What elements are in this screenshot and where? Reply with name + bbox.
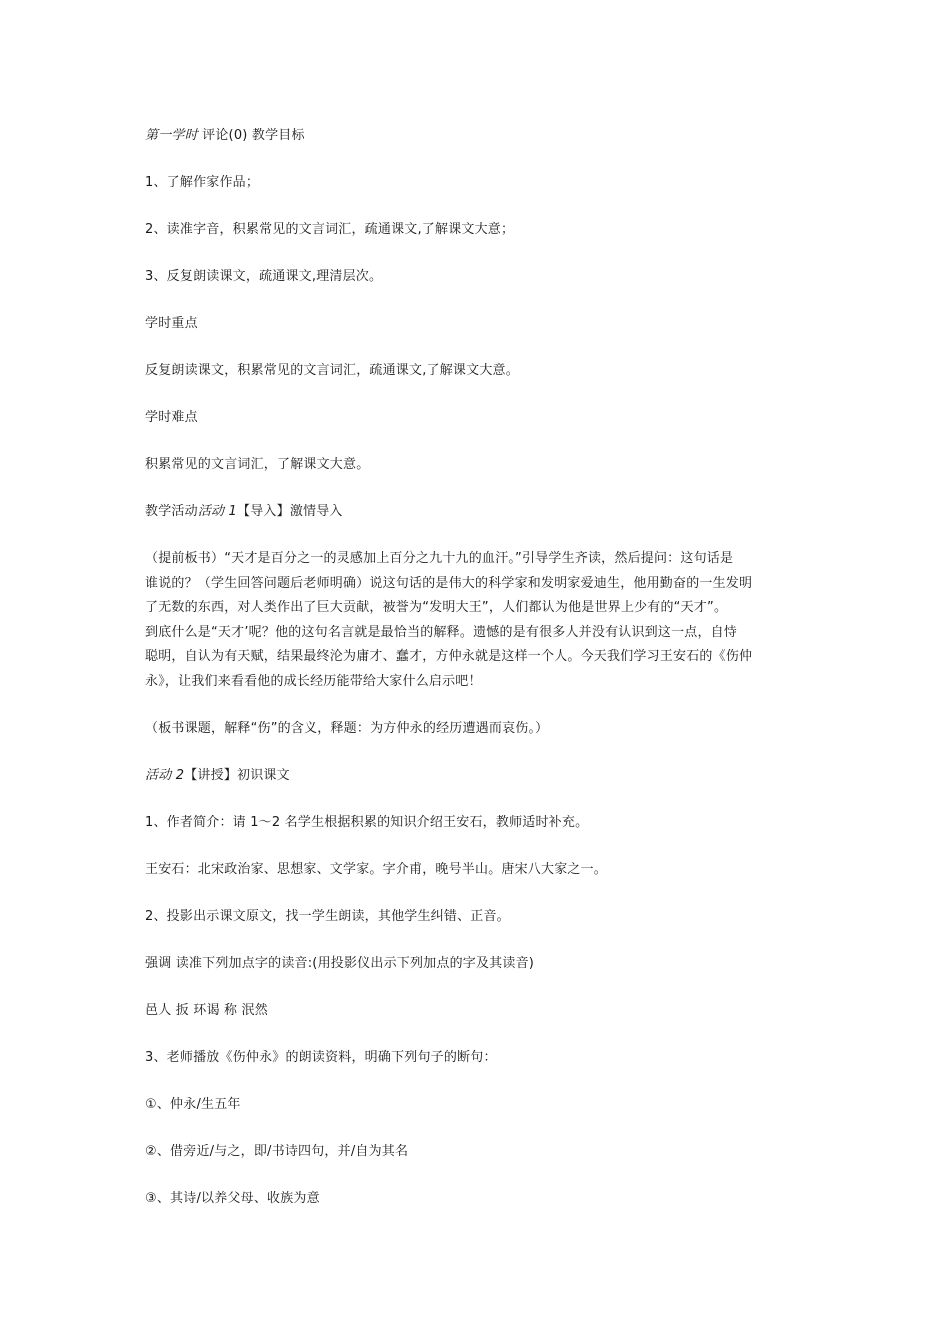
goal-3: 3、反复朗读课文，疏通课文,理清层次。 [145, 269, 383, 284]
activity-1-heading [145, 500, 810, 524]
intro-paragraph [145, 547, 810, 694]
section-heading [145, 124, 810, 148]
key-points-text: 反复朗读课文，积累常见的文言词汇，疏通课文,了解课文大意。 [145, 363, 519, 378]
heading-italic: 第一学时 [145, 128, 198, 143]
activity-1-prefix: 教学活动 [145, 504, 198, 519]
intro-line: 了无数的东西，对人类作出了巨大贡献，被誉为“发明大王”，人们都认为他是世界上少有的“天才”。 [145, 600, 728, 615]
sentence-1: ①、仲永/生五年 [145, 1097, 241, 1112]
activity-2-italic: 活动 2 [145, 768, 185, 783]
activity-2-rest: 【讲授】初识课文 [184, 768, 290, 783]
goal-2: 2、读准字音，积累常见的文言词汇，疏通课文,了解课文大意； [145, 222, 515, 237]
sentence-2: ②、借旁近/与之，即/书诗四句，并/自为其名 [145, 1144, 409, 1159]
document-page [145, 124, 810, 1234]
intro-line: 到底什么是“天才’呢？他的这句名言就是最恰当的解释。遗憾的是有很多人并没有认识到这一点，自恃 [145, 624, 738, 640]
intro-line: 聪明，自认为有天赋，结果最终沦为庸才、蠢才，方仲永就是这样一个人。今天我们学习王安石的《伤仲 [145, 649, 753, 664]
word-list: 邑人 扳 环谒 称 泯然 [145, 1003, 268, 1018]
step-3: 3、老师播放《伤仲永》的朗读资料，明确下列句子的断句： [145, 1050, 497, 1065]
difficulty-title: 学时难点 [145, 410, 198, 425]
intro-line: （提前板书）“天才是百分之一的灵感加上百分之九十九的血汗。”引导学生齐读，然后提问：这句话是 [145, 551, 734, 566]
step-2: 2、投影出示课文原文，找一学生朗读，其他学生纠错、正音。 [145, 909, 510, 924]
intro-line: 谁说的？（学生回答问题后老师明确）说这句话的是伟大的科学家和发明家爱迪生，他用勤奋的一生发明 [145, 575, 753, 591]
activity-1-rest: 【导入】激情导入 [237, 504, 343, 519]
heading-rest: 评论(0) 教学目标 [197, 128, 305, 143]
step-1: 1、作者简介：请 1～2 名学生根据积累的知识介绍王安石，教师适时补充。 [145, 815, 589, 830]
intro-line: 永》，让我们来看看他的成长经历能带给大家什么启示吧！ [145, 673, 482, 689]
difficulty-text: 积累常见的文言词汇，了解课文大意。 [145, 457, 370, 472]
board-note: （板书课题，解释“伤”的含义，释题：为方仲永的经历遭遇而哀伤。） [145, 721, 549, 736]
activity-2-heading [145, 764, 810, 788]
goal-1: 1、了解作家作品； [145, 175, 260, 190]
author-intro: 王安石：北宋政治家、思想家、文学家。字介甫，晚号半山。唐宋八大家之一。 [145, 862, 608, 877]
pronunciation-emphasis: 强调 读准下列加点字的读音:(用投影仪出示下列加点的字及其读音) [145, 956, 535, 971]
sentence-3: ③、其诗/以养父母、收族为意 [145, 1191, 320, 1206]
key-points-title: 学时重点 [145, 316, 198, 331]
activity-1-italic: 活动 1 [197, 504, 238, 519]
